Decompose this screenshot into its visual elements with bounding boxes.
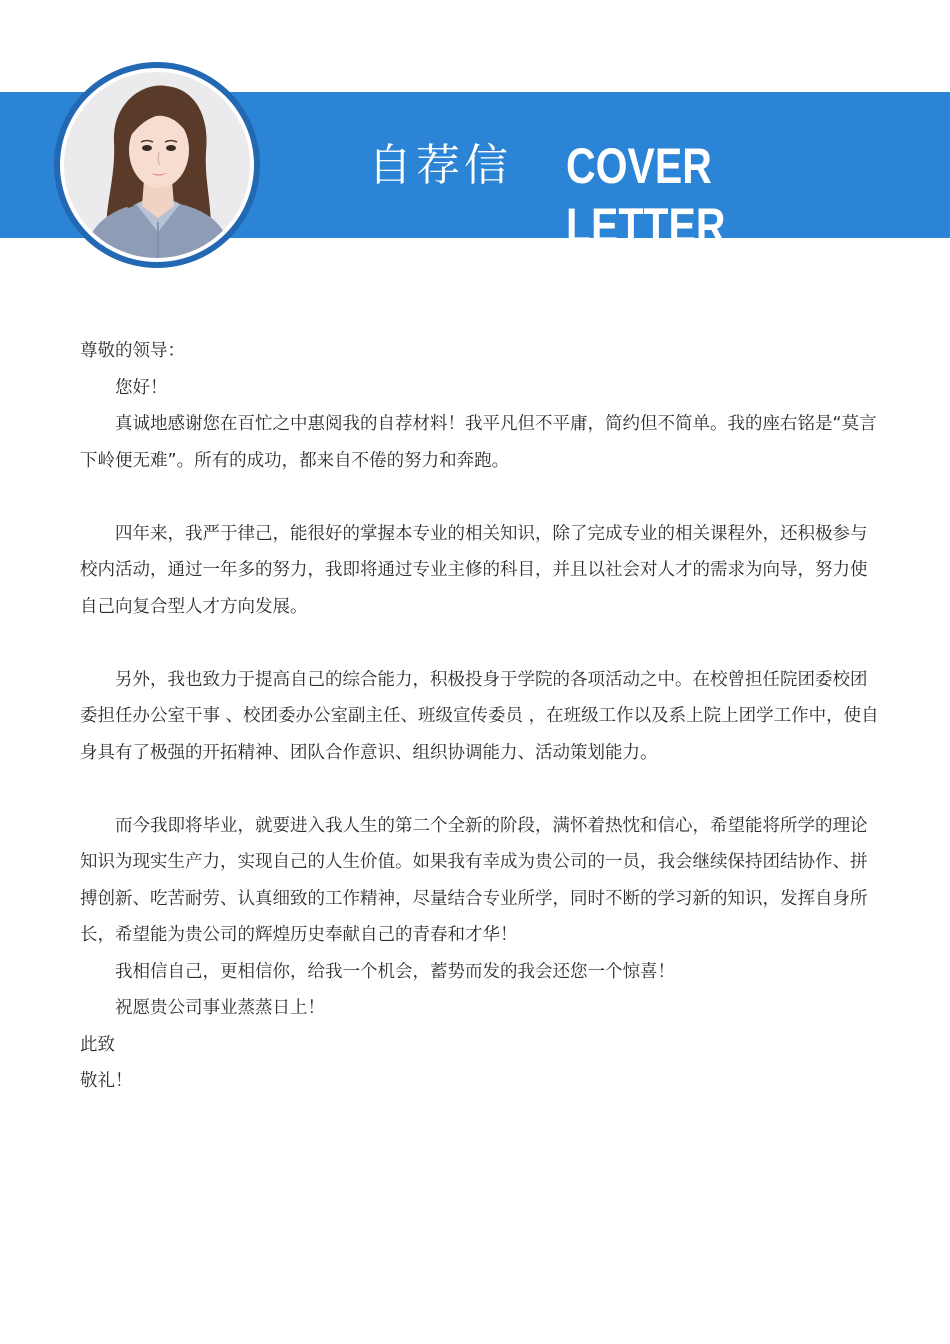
sign-off-2: 敬礼！: [80, 1071, 133, 1091]
closing-line-2: 祝愿贵公司事业蒸蒸日上！: [115, 998, 325, 1018]
greeting: 您好！: [115, 377, 168, 398]
paragraph-study: 四年来，我严于律己，能很好的掌握本专业的相关知识，除了完成专业的相关课程外，还积极参与校内活动，通过一年多的努力，我即将通过专业主修的科目，并且以社会对人才的需求为向导，努力使自己向复合型人才方向发展。: [80, 523, 868, 617]
title-english: COVER LETTER: [566, 138, 726, 254]
title-chinese: 自荐信: [368, 140, 512, 191]
paragraph-activities: 另外，我也致力于提高自己的综合能力，积极投身于学院的各项活动之中。在校曾担任院团委校团委担任办公室干事 、校团委办公室副主任、班级宣传委员 ，在班级工作以及系上院上团学工作中，使自身具有了极强的开拓精神、团队合作意识、组织协调能力、活动策划能力。: [80, 669, 879, 763]
avatar: [64, 72, 250, 258]
paragraph-future: 而今我即将毕业，就要进入我人生的第二个全新的阶段，满怀着热忱和信心，希望能将所学的理论知识为现实生产力，实现自己的人生价值。如果我有幸成为贵公司的一员，我会继续保持团结协作、拼搏创新、吃苦耐劳、认真细致的工作精神，尽量结合专业所学，同时不断的学习新的知识，发挥自身所长，希望能为贵公司的辉煌历史奉献自己的青春和才华！: [80, 815, 868, 945]
sign-off-1: 此致: [80, 1034, 115, 1055]
cover-letter-body: [80, 333, 880, 1100]
portrait-photo-icon: [64, 72, 250, 258]
salutation: 尊敬的领导：: [80, 341, 185, 361]
paragraph-intro: 真诚地感谢您在百忙之中惠阅我的自荐材料！我平凡但不平庸，简约但不简单。我的座右铭是“莫言下岭便无难”。所有的成功，都来自不倦的努力和奔跑。: [80, 414, 877, 471]
closing-line-1: 我相信自己，更相信你，给我一个机会，蓄势而发的我会还您一个惊喜！: [115, 961, 675, 982]
